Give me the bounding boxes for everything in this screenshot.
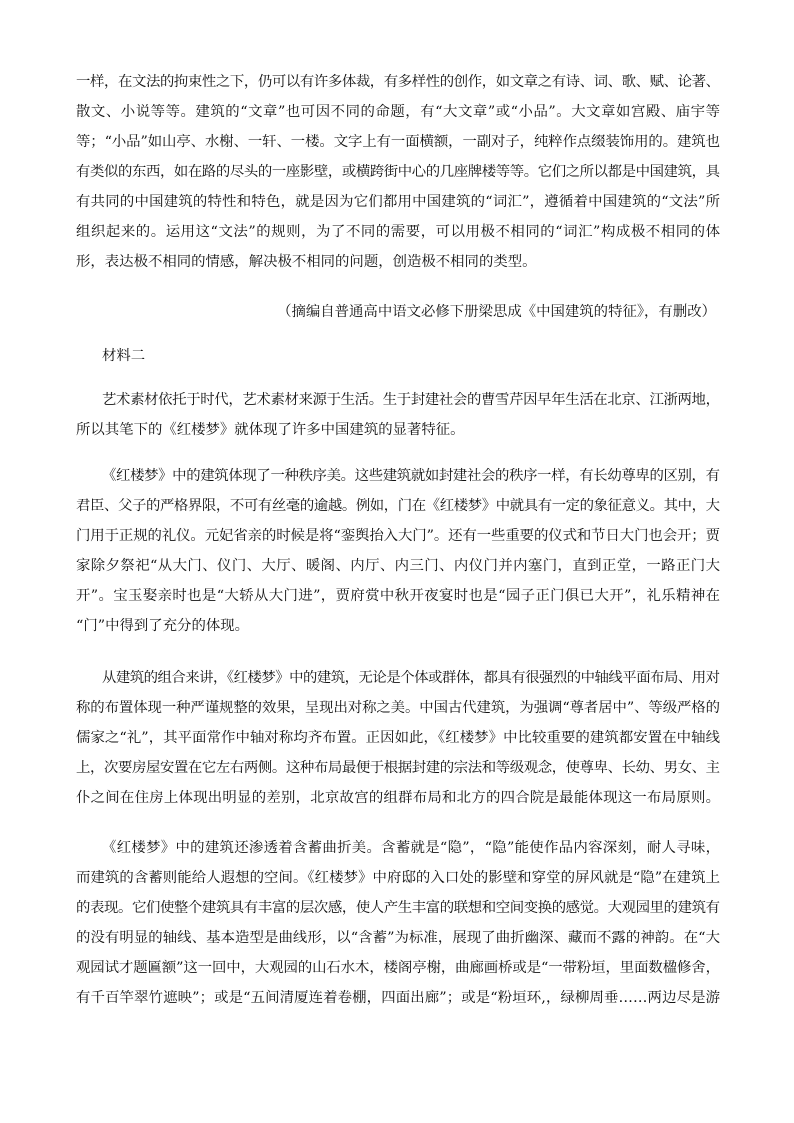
text-line: 的没有明显的轴线、基本造型是曲线形，以“含蓄”为标准，展现了曲折幽深、藏而不露的神韵。在“大 [76, 930, 721, 946]
text-line: 门用于正规的礼仪。元妃省亲的时候是将“銮舆抬入大门”。还有一些重要的仪式和节日大门也会开；贾 [76, 528, 720, 544]
text-line: 上，次要房屋安置在它左右两侧。这种布局最便于根据封建的宗法和等级观念，使尊卑、长幼、男女、主 [76, 760, 720, 776]
text-line: 而建筑的含蓄则能给人遐想的空间。《红楼梦》中府邸的入口处的影壁和穿堂的屏风就是“隐”在建筑上 [76, 870, 721, 886]
text-line: 艺术素材依托于时代，艺术素材来源于生活。生于封建社会的曹雪芹因早年生活在北京、江浙两地， [102, 392, 720, 408]
text-line: 开”。宝玉娶亲时也是“大轿从大门进”，贾府赏中秋开夜宴时也是“园子正门俱已大开”，礼乐精神在 [76, 588, 721, 604]
text-line: 有千百竿翠竹遮映”；或是“五间清厦连着卷棚，四面出廊”；或是“粉垣环,，绿柳周垂……两边尽是游 [76, 990, 721, 1006]
text-line: “门”中得到了充分的体现。 [76, 618, 250, 634]
text-line: 组织起来的。运用这“文法”的规则，为了不同的需要，可以用极不相同的“词汇”构成极不相同的体 [76, 224, 721, 240]
material-two-heading: 材料二 [102, 348, 146, 364]
text-line: 君臣、父子的严格界限，不可有丝毫的逾越。例如，门在《红楼梦》中就具有一定的象征意义。其中，大 [76, 498, 720, 514]
text-line: 称的布置体现一种严谨规整的效果，呈现出对称之美。中国古代建筑，为强调“尊者居中”、等级严格的 [76, 700, 720, 716]
source-citation: （摘编自普通高中语文必修下册梁思成《中国建筑的特征》，有删改） [277, 304, 716, 320]
text-line: 观园试才题匾额”这一回中，大观园的山石水木，楼阁亭榭，曲廊画桥或是“一带粉垣，里面数楹修舍， [76, 960, 720, 976]
text-line: 有共同的中国建筑的特性和特色，就是因为它们都用中国建筑的“词汇”，遵循着中国建筑的“文法”所 [76, 194, 721, 210]
text-line: 有类似的东西，如在路的尽头的一座影壁，或横跨街中心的几座牌楼等等。它们之所以都是中国建筑，具 [76, 164, 720, 180]
text-line: 《红楼梦》中的建筑体现了一种秩序美。这些建筑就如封建社会的秩序一样，有长幼尊卑的区别，有 [102, 468, 720, 484]
text-line: 散文、小说等等。建筑的“文章”也可因不同的命题，有“大文章”或“小品”。大文章如宫殿、庙宇等 [76, 104, 721, 120]
text-line: 儒家之“礼”，其平面常作中轴对称均齐布置。正因如此，《红楼梦》中比较重要的建筑都安置在中轴线 [76, 730, 721, 746]
text-line: 家除夕祭祀“从大门、仪门、大厅、暖阁、内厅、内三门、内仪门并内塞门，直到正堂，一路正门大 [76, 558, 721, 574]
text-line: 一样，在文法的拘束性之下，仍可以有许多体裁，有多样性的创作，如文章之有诗、词、歌、赋、论著、 [76, 74, 720, 90]
text-line: 仆之间在住房上体现出明显的差别，北京故宫的组群布局和北方的四合院是最能体现这一布局原则。 [76, 790, 721, 806]
text-line: 所以其笔下的《红楼梦》就体现了许多中国建筑的显著特征。 [76, 422, 465, 438]
text-line: 《红楼梦》中的建筑还渗透着含蓄曲折美。含蓄就是“隐”，“隐”能使作品内容深刻，耐人寻味， [102, 840, 721, 856]
text-line: 形，表达极不相同的情感，解决极不相同的问题，创造极不相同的类型。 [76, 254, 537, 270]
text-line: 的表现。它们使整个建筑具有丰富的层次感，使人产生丰富的联想和空间变换的感觉。大观园里的建筑有 [76, 900, 720, 916]
text-line: 等；“小品”如山亭、水榭、一轩、一楼。文字上有一面横额，一副对子，纯粹作点缀装饰用的。建筑也 [76, 134, 720, 150]
text-line: 从建筑的组合来讲，《红楼梦》中的建筑，无论是个体或群体，都具有很强烈的中轴线平面布局、用对 [102, 670, 720, 686]
